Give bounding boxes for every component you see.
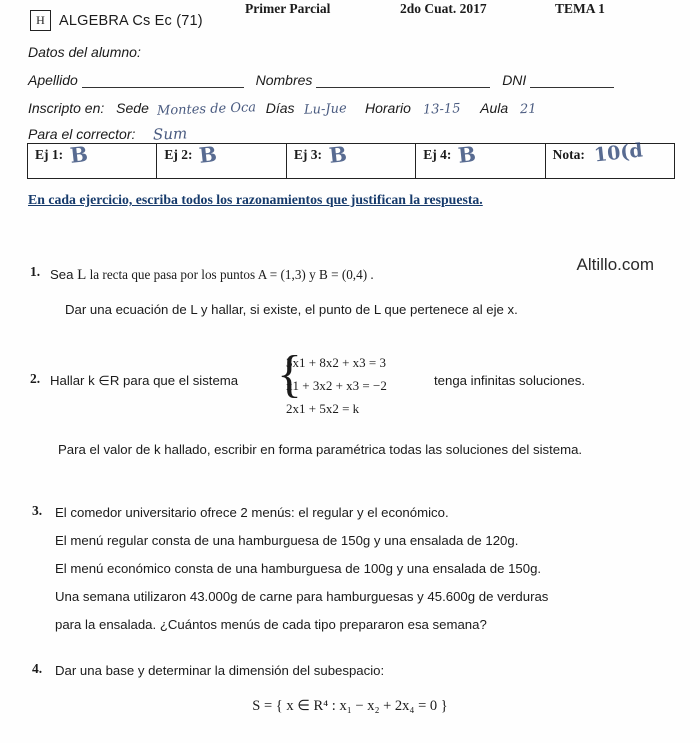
grade-label-ej1: Ej 1: [35,147,64,162]
exercise-2-system [286,352,387,420]
exercise-1-line1 [50,264,610,287]
aula-value[interactable]: 21 [519,101,537,118]
exam-instruction: En cada ejercicio, escriba todos los razonamientos que justifican la respuesta. [28,192,483,207]
grade-cell-ej1[interactable] [28,141,157,178]
exam-title: Primer Parcial [245,1,331,16]
grade-cell-ej2[interactable] [157,141,286,178]
exam-term: 2do Cuat. 2017 [400,1,487,16]
watermark-altillo: Altillo.com [576,255,654,274]
exercise-3-line-1: El comedor universitario ofrece 2 menús: el regular y el económico. [55,505,449,520]
dni-label: DNI [502,72,527,88]
course-name: ALGEBRA Cs Ec (71) [59,12,203,29]
exercise-3-line-3: El menú económico consta de una hamburguesa de 100g y una ensalada de 150g. [55,561,542,576]
corrector-row [28,125,187,143]
system-brace: { [277,346,302,403]
header-letter-box: H [30,10,51,31]
exercise-4-line1: Dar una base y determinar la dimensión del subespacio: [55,663,385,678]
exercise-2-line1-post: tenga infinitas soluciones. [434,373,586,388]
grade-mark-ej1: B [68,141,90,168]
horario-label: Horario [364,100,411,116]
aula-label: Aula [480,100,509,116]
nombres-field[interactable] [316,73,490,88]
inscripto-label: Inscripto en: [28,100,105,116]
system-eq-1: 3x1 + 8x2 + x3 = 3 [286,355,386,370]
nombres-label: Nombres [255,72,313,88]
grade-cell-ej4[interactable] [416,141,545,178]
exercise-1-number: 1. [30,264,41,279]
corrector-value[interactable]: Sum [152,124,188,144]
inscription-row [28,100,537,117]
grade-label-nota: Nota: [552,147,585,162]
dias-label: Días [265,100,295,116]
exercise-1-line1-rest: la recta que pasa por los puntos A = (1,3) y B = (0,4) . [86,267,374,282]
grade-mark-nota: 10(d [592,139,644,167]
system-eq-3: 2x1 + 5x2 = k [286,400,360,416]
apellido-label: Apellido [28,72,78,88]
exercise-1-line1-text: Sea [50,267,78,282]
exercise-1-line2: Dar una ecuación de L y hallar, si existe, el punto de L que pertenece al eje x. [65,302,518,317]
grade-label-ej4: Ej 4: [423,147,452,162]
grade-mark-ej3: B [327,141,348,168]
system-eq-2: x1 + 3x2 + x3 = −2 [286,377,387,393]
student-name-row [28,72,614,88]
grade-label-ej3: Ej 3: [293,147,322,162]
exercise-4-equation: S = { x ∈ R⁴ : x₁ − x₂ + 2x₄ = 0 } [252,698,448,714]
dias-value[interactable]: Lu-Jue [304,101,348,118]
apellido-field[interactable] [82,73,244,88]
sede-label: Sede [116,100,149,116]
grade-label-ej2: Ej 2: [164,147,193,162]
exercise-3-line-5: para la ensalada. ¿Cuántos menús de cada tipo prepararon esa semana? [55,617,487,632]
exam-tema: TEMA 1 [555,1,605,16]
dni-field[interactable] [530,73,614,88]
grade-cell-nota[interactable] [546,139,674,178]
grade-mark-ej4: B [456,141,478,168]
exercise-2-line1-pre: Hallar k ∈R para que el sistema [50,373,239,388]
grades-table [27,139,675,179]
horario-value[interactable]: 13-15 [422,101,461,118]
exercise-2-line2: Para el valor de k hallado, escribir en forma paramétrica todas las soluciones del sistema. [58,442,583,457]
exercise-3-line-2: El menú regular consta de una hamburguesa de 150g y una ensalada de 120g. [55,533,519,548]
corrector-label: Para el corrector: [28,126,136,142]
exercise-1-L: L [77,267,87,283]
sede-value[interactable]: Montes de Oca [156,100,257,119]
student-data-title: Datos del alumno: [28,44,141,60]
exercise-2-number: 2. [30,371,41,386]
grade-mark-ej2: B [198,141,219,168]
exercise-3-number: 3. [32,503,43,518]
exercise-3-line-4: Una semana utilizaron 43.000g de carne para hamburguesas y 45.600g de verduras [55,589,549,604]
exercise-4-number: 4. [32,661,43,676]
grade-cell-ej3[interactable] [287,141,416,178]
